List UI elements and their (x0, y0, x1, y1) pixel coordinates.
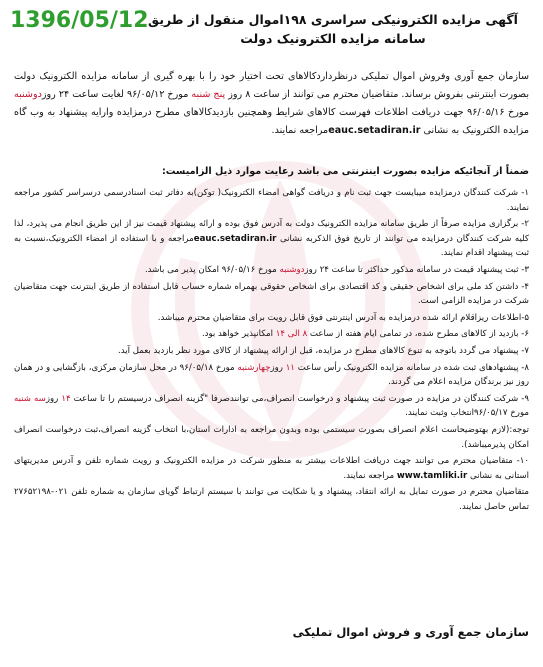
rule-8-day: چهارشنبه (237, 362, 271, 373)
rule-8 (14, 361, 529, 390)
rule-9-time: ۱۴ (61, 393, 71, 404)
rule-3 (14, 263, 529, 278)
intro-day-2: دوشنبه (14, 89, 42, 100)
rules-list (14, 186, 529, 516)
intro-text-1: سازمان جمع آوری وفروش اموال تملیکی درنظرداردکالاهای تحت اختیار خود را با بهره گیری از سامانه مزایده الکترونیک دولت بصورت اینترنتی بفروش برساند. متقاضیان محترم می توانند از ساعت ۸ روز (14, 71, 529, 100)
rule-3-day: دوشنبه (279, 264, 305, 275)
intro-text-2: مورخ ۹۶/۰۵/۱۲ لغایت ساعت ۲۴ روز (41, 89, 192, 100)
rule-6 (14, 327, 529, 342)
tamliki-url-link[interactable]: www.tamliki.ir (396, 470, 468, 481)
rule-9-text-mid: روز (45, 393, 62, 404)
rule-8-time: ۱۱ (285, 362, 295, 373)
rule-7: ۷- پیشنهاد می گردد باتوجه به تنوع کالاهای مطرح در مزایده، قبل از ارائه پیشنهاد از کالای مورد نظر بازدید بعمل آید. (118, 345, 529, 356)
rule-8-text-mid: روز (270, 362, 286, 373)
rule-6-text-end: امکانپذیر خواهد بود. (201, 329, 276, 340)
intro-text-4: مراجعه نمایند. (271, 125, 329, 136)
rule-2-text-end: مراجعه و با استفاده از امضاء الکترونیک،نسبت به ثبت پیشنهاد اقدام نمایند. (14, 233, 529, 259)
rule-3-text-end: مورخ ۹۶/۰۵/۱۶ امکان پذیر می باشد. (144, 264, 280, 275)
intro-paragraph (14, 68, 529, 140)
rule-8-text-end: مورخ ۹۶/۰۵/۱۸ در محل سازمان مرکزی، بازگشایی و در همان روز نیز برندگان مزایده اعلام می گردند. (14, 362, 529, 388)
rule-11: متقاضیان محترم در صورت تمایل به ارائه انتقاد، پیشنهاد و یا شکایت می توانند با سیستم ارتباط گویای سازمان به شماره تلفن ۰۲۱-۲۷۶۵۲۱۹۸ تماس حاصل نمایند. (14, 487, 529, 512)
rule-2-url-link[interactable]: eauc.setadiran.ir (193, 233, 277, 244)
rule-9 (14, 392, 529, 421)
rule-2-text: ۲- برگزاری مزایده صرفاً از طریق سامانه مزایده الکترونیک دولت به آدرس فوق بوده و ارائه پیشنهاد قیمت نیز از این طریق انجام می پذیرد، لذا کلیه شرکت کنندگان درمزایده می توانند از تاریخ فوق الذکربه نشانی (14, 219, 529, 244)
rule-5: ۵-اطلاعات ریزاقلام ارائه شده درمزایده به آدرس اینترنتی فوق قابل رویت برای متقاضیان محترم میباشد. (157, 312, 529, 323)
rule-9-text-end: مورخ ۹۶/۰۵/۱۷انتخاب وثبت نمایند. (405, 408, 529, 419)
page-title: آگهی مزایده الکترونیکی سراسری ۱۹۸اموال منقول از طریق سامانه مزایده الکترونیک دولت (148, 12, 518, 46)
date-stamp: 1396/05/12 (10, 8, 149, 33)
rule-10-text: ۱۰- متقاضیان محترم می توانند جهت دریافت اطلاعات بیشتر به منظور شرکت در مزایده الکترونیک و رویت شماره تلفن و آدرس مدیریتهای استانی به نشانی (14, 456, 529, 481)
rule-9-day: سه شنبه (14, 393, 46, 404)
rule-6-time: ۸ الی ۱۴ (275, 329, 308, 340)
intro-day-1: پنج شنبه (191, 89, 226, 100)
rule-10 (14, 454, 529, 483)
rule-2 (14, 217, 529, 261)
intro-text-3: مورخ ۹۶/۰۵/۱۶ جهت دریافت اطلاعات فهرست کالاهای شرایط وهمچنین بازدیدکالاهای مطرح درمزایده وارایه پیشنهاد به وب گاه مزایده الکترونیک به نشانی (14, 107, 529, 136)
rule-1: ۱- شرکت کنندگان درمزایده میبایست جهت ثبت نام و دریافت گواهی امضاء الکترونیک( توکن)به دفاتر ثبت اسنادرسمی درسراسر کشور مراجعه نمایند. (14, 188, 529, 213)
rule-3-text: ۳- ثبت پیشنهاد قیمت در سامانه مذکور حداکثر تا ساعت ۲۴ روز (304, 264, 529, 275)
rule-8-text: ۸- پیشنهادهای ثبت شده در سامانه مزایده الکترونیک رأس ساعت (294, 362, 529, 373)
rule-10-text-end: مراجعه نمایند. (343, 470, 397, 481)
rules-heading: ضمناً از آنجائیکه مزایده بصورت اینترنتی می باشد رعایت موارد ذیل الزامیست: (161, 166, 529, 177)
rule-9-text: ۹- شرکت کنندگان در مزایده در صورت ثبت پیشنهاد و درخواست انصراف،می توانندصرفا "گزینه انصراف درسیستم را تا ساعت (70, 393, 529, 404)
rule-6-text: ۶- بازدید از کالاهای مطرح شده، در تمامی ایام هفته از ساعت (307, 329, 529, 340)
organization-signature: سازمان جمع آوری و فروش اموال تملیکی (292, 625, 529, 639)
auction-url-link[interactable]: eauc.setadiran.ir (328, 125, 421, 136)
rule-9-note: توجه:(لازم بهتوضیحاست اعلام انصراف بصورت سیستمی بوده وبدون مراجعه به ادارات استان،با انتخاب گزینه انصراف،ثبت درخواست انصراف امکان پذیرمیباشد). (14, 424, 529, 450)
rule-4: ۴- داشتن کد ملی برای اشخاص حقیقی و کد اقتصادی برای اشخاص حقوقی بهمراه شماره حساب قابل استفاده از طریق اینترنت جهت متقاضیان شرکت در مزایده الزامی است. (14, 281, 529, 307)
